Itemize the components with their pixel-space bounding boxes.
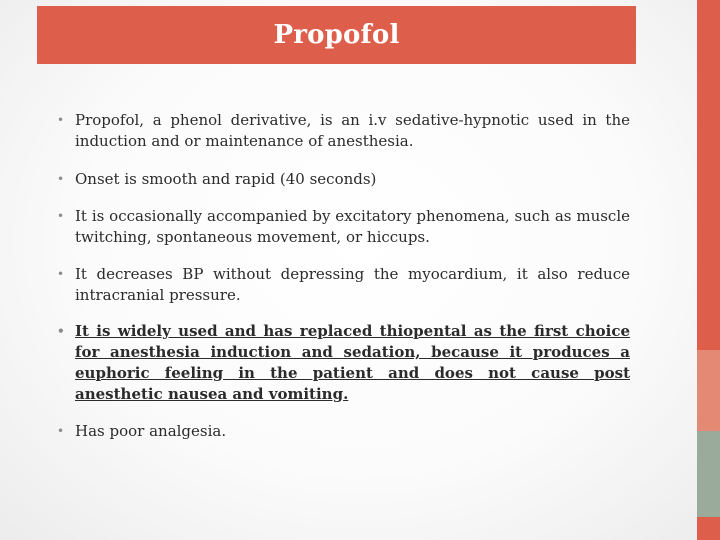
bullet-text: It is occasionally accompanied by excitatory phenomena, such as muscle twitching, spontaneous movement, or hiccups. xyxy=(75,207,630,246)
bullet-text: It decreases BP without depressing the myocardium, it also reduce intracranial pressure. xyxy=(75,265,630,304)
bullet-text: Propofol, a phenol derivative, is an i.v sedative-hypnotic used in the induction and or maintenance of anesthesia. xyxy=(75,111,630,150)
bullet-item xyxy=(57,169,630,190)
side-accent-bar xyxy=(697,0,720,350)
slide-title: Propofol xyxy=(273,20,400,50)
bullet-item xyxy=(57,264,630,306)
bullet-text: Has poor analgesia. xyxy=(75,422,227,440)
side-accent-bar xyxy=(697,431,720,517)
side-accent-bar xyxy=(697,350,720,431)
bullet-text: It is widely used and has replaced thiopental as the first choice for anesthesia induction and sedation, because it produces a euphoric feeling in the patient and does not cause post anesthetic nausea and vomiting. xyxy=(75,322,630,403)
bullet-dot-icon: • xyxy=(57,424,65,438)
bullet-dot-icon: • xyxy=(57,324,65,338)
bullet-list xyxy=(57,110,630,442)
bullet-dot-icon: • xyxy=(57,172,65,186)
bullet-dot-icon: • xyxy=(57,113,65,127)
title-banner xyxy=(37,6,636,64)
bullet-item xyxy=(57,421,630,442)
bullet-item xyxy=(57,110,630,152)
bullet-dot-icon: • xyxy=(57,267,65,281)
bullet-dot-icon: • xyxy=(57,209,65,223)
side-accent-bar xyxy=(697,517,720,540)
bullet-item xyxy=(57,206,630,248)
bullet-item-emphasized xyxy=(57,321,630,405)
bullet-text: Onset is smooth and rapid (40 seconds) xyxy=(75,170,377,188)
